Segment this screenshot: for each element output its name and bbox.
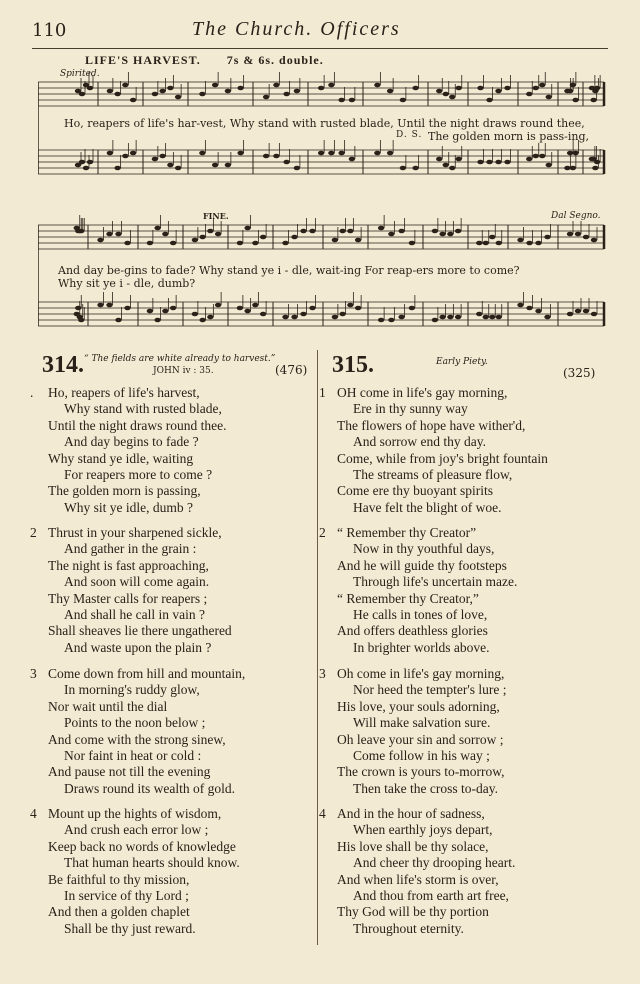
note-head [564, 166, 570, 171]
note-head [575, 309, 581, 314]
ds-mark: D. S. [396, 130, 423, 140]
verse-line: Shall sheaves lie there ungathered [48, 623, 232, 639]
note-head [477, 86, 483, 91]
note-head [252, 241, 258, 246]
note-head [328, 151, 334, 156]
note-head [388, 318, 394, 323]
note-head [309, 229, 315, 234]
note-head [339, 229, 345, 234]
note-head [517, 303, 523, 308]
note-head [237, 306, 243, 311]
note-head [535, 309, 541, 314]
verse-line: And then a golden chaplet [48, 904, 190, 920]
note-head [378, 226, 384, 231]
note-head [162, 309, 168, 314]
note-head [409, 306, 415, 311]
verse-line: Draws round its wealth of gold. [64, 780, 235, 796]
note-head [124, 241, 130, 246]
note-head [567, 232, 573, 237]
note-head [496, 315, 502, 320]
bass-staff-2 [38, 292, 604, 326]
note-head [170, 306, 176, 311]
note-head [273, 154, 279, 159]
verse-line: The streams of pleasure flow, [353, 466, 513, 482]
note-head [260, 235, 266, 240]
note-head [237, 151, 243, 156]
verse-line: That human hearts should know. [64, 855, 240, 871]
note-head [97, 303, 103, 308]
note-head [439, 315, 445, 320]
verse-line: Ho, reapers of life's harvest, [48, 385, 200, 400]
note-head [339, 312, 345, 317]
note-head [332, 238, 338, 243]
hymn-315-stanza-4 [319, 806, 617, 937]
note-head [483, 315, 489, 320]
verse-line: And crush each error low ; [64, 822, 209, 838]
verse-line: And come with the strong sinew, [48, 731, 226, 747]
note-head [447, 232, 453, 237]
note-head [167, 163, 173, 168]
note-head [328, 83, 334, 88]
verse-line: And day begins to fade ? [64, 434, 199, 450]
note-head [533, 86, 539, 91]
verse-line: Be faithful to thy mission, [48, 871, 190, 887]
verse-line: Have felt the blight of woe. [353, 499, 502, 515]
note-head [476, 241, 482, 246]
note-head [570, 166, 576, 171]
note-head [244, 309, 250, 314]
note-head [436, 157, 442, 162]
note-head [294, 166, 300, 171]
verse-line: Ere in thy sunny way [353, 401, 468, 417]
verse-line: The golden morn is passing, [48, 483, 201, 499]
note-head [388, 232, 394, 237]
note-head [152, 92, 158, 97]
note-head [338, 98, 344, 103]
verse-line: “ Remember thy Creator,” [337, 590, 479, 606]
note-head [225, 163, 231, 168]
note-head [539, 154, 545, 159]
note-head [486, 160, 492, 165]
note-head [79, 92, 85, 97]
verse-line: Keep back no words of knowledge [48, 838, 236, 854]
verse-line: And shall he call in vain ? [64, 606, 205, 622]
note-head [456, 86, 462, 91]
verse-line: Shall be thy just reward. [64, 920, 196, 936]
note-head [449, 166, 455, 171]
note-head [447, 315, 453, 320]
note-head [291, 235, 297, 240]
verse-line: And soon will come again. [64, 574, 210, 590]
note-head [192, 312, 198, 317]
note-head [114, 166, 120, 171]
note-head [436, 89, 442, 94]
verse-line: And in the hour of sadness, [337, 806, 485, 821]
note-head [455, 315, 461, 320]
note-head [79, 160, 85, 165]
stanza-number: 4 [319, 806, 326, 821]
note-head [215, 303, 221, 308]
hymn-314-epigraph: “ The fields are white already to harvest.” [84, 354, 276, 364]
note-head [283, 92, 289, 97]
note-head [282, 241, 288, 246]
note-head [572, 98, 578, 103]
verse-line: Oh leave your sin and sorrow ; [337, 731, 504, 747]
note-head [212, 163, 218, 168]
stanza-number: 1 [319, 385, 326, 400]
note-head [199, 235, 205, 240]
verse-line: And pause not till the evening [48, 764, 211, 780]
note-head [526, 241, 532, 246]
note-head [544, 235, 550, 240]
treble-staff-2 [38, 215, 604, 249]
hymn-315-stanza-3 [319, 666, 617, 797]
verse-line: Oh come in life's gay morning, [337, 666, 505, 681]
verse-line: In brighter worlds above. [353, 639, 490, 655]
page-header [32, 18, 608, 49]
note-head [400, 166, 406, 171]
verse-line: Nor faint in heat or cold : [64, 747, 202, 763]
note-head [78, 229, 84, 234]
note-head [260, 312, 266, 317]
note-head [517, 238, 523, 243]
note-head [237, 241, 243, 246]
note-head [225, 89, 231, 94]
hymn-314-number: 314. [42, 352, 84, 378]
note-head [97, 238, 103, 243]
stanza-number: 2 [319, 525, 326, 540]
note-head [546, 95, 552, 100]
verse-line: And when life's storm is over, [337, 871, 499, 887]
note-head [332, 315, 338, 320]
verse-line: Why stand ye idle, waiting [48, 450, 194, 466]
note-head [115, 232, 121, 237]
verse-line: Why sit ye idle, dumb ? [64, 499, 193, 515]
note-head [318, 86, 324, 91]
note-head [432, 318, 438, 323]
note-head [175, 95, 181, 100]
hymn-314-tune-ref: (476) [275, 363, 308, 377]
note-head [237, 86, 243, 91]
verse-line: The crown is yours to-morrow, [337, 764, 505, 780]
verse-line: Throughout eternity. [353, 920, 464, 936]
note-head [291, 315, 297, 320]
note-head [115, 318, 121, 323]
stanza-number: 4 [30, 806, 37, 821]
note-head [294, 89, 300, 94]
note-head [591, 312, 597, 317]
hymn-314-stanza-3 [30, 666, 328, 797]
note-head [263, 154, 269, 159]
hymn-315-number: 315. [332, 352, 374, 378]
note-head [526, 306, 532, 311]
music-system-1 [38, 68, 608, 186]
verse-line: Come, while from joy's bright fountain [337, 450, 548, 466]
note-head [443, 92, 449, 97]
system2-lyrics-alt: Why sit ye i - dle, dumb? [58, 277, 196, 290]
verse-line: And thou from earth art free, [353, 887, 509, 903]
note-head [495, 89, 501, 94]
verse-line: The flowers of hope have wither'd, [337, 417, 526, 433]
note-head [570, 83, 576, 88]
note-head [283, 160, 289, 165]
note-head [282, 315, 288, 320]
hymn-315-stanza-1 [319, 385, 617, 516]
note-head [526, 92, 532, 97]
hymn-315-stanza-2 [319, 525, 617, 656]
verse-line: Nor wait until the dial [48, 698, 168, 714]
note-head [583, 235, 589, 240]
verse-line: Come down from hill and mountain, [48, 666, 246, 681]
note-head [443, 163, 449, 168]
note-head [309, 306, 315, 311]
stanza-number: 3 [30, 666, 37, 681]
note-head [107, 151, 113, 156]
note-head [412, 86, 418, 91]
note-head [575, 232, 581, 237]
verse-line: Come ere thy buoyant spirits [337, 483, 493, 499]
note-head [486, 98, 492, 103]
verse-line: Nor heed the tempter's lure ; [353, 682, 507, 698]
hymn-314-stanza-1 [30, 385, 328, 516]
verse-line: And cheer thy drooping heart. [353, 855, 516, 871]
verse-line: OH come in life's gay morning, [337, 385, 508, 400]
note-head [567, 89, 573, 94]
verse-line: Through life's uncertain maze. [353, 574, 518, 590]
note-head [83, 166, 89, 171]
note-head [87, 86, 93, 91]
note-head [504, 160, 510, 165]
note-head [87, 160, 93, 165]
note-head [539, 83, 545, 88]
verse-line: Why stand with rusted blade, [64, 401, 222, 417]
note-head [263, 95, 269, 100]
verse-line: And offers deathless glories [337, 623, 488, 639]
note-head [192, 238, 198, 243]
note-head [355, 238, 361, 243]
note-head [489, 315, 495, 320]
note-head [124, 306, 130, 311]
note-head [147, 309, 153, 314]
note-head [212, 83, 218, 88]
page-title: The Church. Officers [192, 18, 401, 40]
note-head [400, 98, 406, 103]
verse-line: “ Remember thy Creator” [337, 525, 477, 540]
note-head [130, 98, 136, 103]
note-head [592, 166, 598, 171]
tune-name: LIFE'S HARVEST. [85, 53, 201, 67]
note-head [412, 166, 418, 171]
note-head [199, 151, 205, 156]
hymn-315-tune-ref: (325) [563, 366, 596, 380]
verse-line: He calls in tones of love, [353, 606, 488, 622]
note-head [159, 154, 165, 159]
note-head [439, 232, 445, 237]
note-head [154, 226, 160, 231]
note-head [207, 315, 213, 320]
note-head [476, 312, 482, 317]
note-head [167, 86, 173, 91]
music-system-2 [38, 207, 608, 337]
note-head [526, 157, 532, 162]
note-head [544, 315, 550, 320]
stanza-number: 2 [30, 525, 37, 540]
note-head [107, 89, 113, 94]
note-head [106, 303, 112, 308]
note-head [300, 312, 306, 317]
note-head [162, 232, 168, 237]
note-head [207, 229, 213, 234]
verse-line: Mount up the hights of wisdom, [48, 806, 222, 821]
verse-line: His love shall be thy solace, [337, 838, 489, 854]
dal-segno-mark: Dal Segno. [551, 211, 601, 221]
verse-line: Will make salvation sure. [353, 715, 491, 731]
note-head [546, 163, 552, 168]
verse-line: Thy Master calls for reapers ; [48, 590, 208, 606]
verse-line: Then take the cross to-day. [353, 780, 498, 796]
note-head [347, 303, 353, 308]
note-head [594, 86, 600, 91]
note-head [122, 83, 128, 88]
verse-line: And sorrow end thy day. [353, 434, 486, 450]
note-head [489, 235, 495, 240]
note-head [114, 92, 120, 97]
verse-line: The night is fast approaching, [48, 557, 209, 573]
note-head [374, 83, 380, 88]
note-head [273, 83, 279, 88]
verse-line: Points to the noon below ; [64, 715, 206, 731]
note-head [215, 232, 221, 237]
tune-heading [85, 53, 346, 68]
note-head [496, 241, 502, 246]
note-head [583, 309, 589, 314]
verse-line: In morning's ruddy glow, [64, 682, 200, 698]
verse-line: Now in thy youthful days, [353, 541, 495, 557]
note-head [432, 229, 438, 234]
note-head [300, 229, 306, 234]
verse-line: And gather in the grain : [64, 541, 197, 557]
note-head [455, 229, 461, 234]
stanza-number: 3 [319, 666, 326, 681]
note-head [349, 157, 355, 162]
note-head [244, 226, 250, 231]
verse-line: In service of thy Lord ; [64, 887, 189, 903]
note-head [495, 160, 501, 165]
hymn-314-stanza-4 [30, 806, 328, 937]
note-head [387, 89, 393, 94]
note-head [349, 98, 355, 103]
note-head [106, 232, 112, 237]
note-head [374, 151, 380, 156]
note-head [594, 160, 600, 165]
note-head [409, 241, 415, 246]
verse-line: And waste upon the plain ? [64, 639, 212, 655]
note-head [154, 318, 160, 323]
verse-line: Thy God will be thy portion [337, 904, 489, 920]
hymn-314-stanza-2 [30, 525, 328, 656]
note-head [504, 86, 510, 91]
note-head [75, 306, 81, 311]
note-head [347, 229, 353, 234]
note-head [456, 157, 462, 162]
note-head [387, 151, 393, 156]
note-head [567, 312, 573, 317]
verse-line: Until the night draws round thee. [48, 417, 227, 433]
note-head [449, 95, 455, 100]
note-head [318, 151, 324, 156]
hymn-315-epigraph: Early Piety. [436, 357, 488, 367]
note-head [338, 151, 344, 156]
note-head [533, 154, 539, 159]
note-head [535, 241, 541, 246]
note-head [147, 241, 153, 246]
note-head [477, 160, 483, 165]
verse-line: When earthly joys depart, [353, 822, 493, 838]
note-head [398, 229, 404, 234]
system1-lyrics: Ho, reapers of life's har-vest, Why stand with rusted blade, Until the night draws round thee, [64, 117, 585, 130]
stanza-number: . [30, 385, 34, 400]
note-head [199, 318, 205, 323]
tempo-mark: Spirited. [60, 69, 100, 79]
note-head [252, 303, 258, 308]
note-head [355, 306, 361, 311]
note-head [159, 89, 165, 94]
verse-line: For reapers more to come ? [64, 466, 213, 482]
tune-meter: 7s & 6s. double. [226, 53, 324, 67]
note-head [483, 241, 489, 246]
note-head [130, 151, 136, 156]
note-head [122, 154, 128, 159]
note-head [175, 166, 181, 171]
note-head [572, 151, 578, 156]
page-number: 110 [32, 20, 67, 41]
verse-line: Thrust in your sharpened sickle, [48, 525, 222, 540]
note-head [152, 157, 158, 162]
note-head [398, 315, 404, 320]
bass-staff-1 [38, 140, 604, 174]
note-head [170, 241, 176, 246]
note-head [591, 238, 597, 243]
system1-lyrics-alt: The golden morn is pass-ing, [428, 130, 590, 143]
note-head [199, 92, 205, 97]
verse-line: And he will guide thy footsteps [337, 557, 507, 573]
treble-staff-1 [38, 72, 604, 106]
verse-line: His love, your souls adorning, [337, 698, 500, 714]
verse-line: Come follow in his way ; [353, 747, 490, 763]
note-head [590, 98, 596, 103]
hymn-314-reference: JOHN iv : 35. [153, 366, 214, 376]
fine-mark: FINE. [203, 211, 229, 221]
note-head [378, 318, 384, 323]
note-head [78, 318, 84, 323]
note-head [567, 151, 573, 156]
system2-lyrics: And day be-gins to fade? Why stand ye i - dle, wait-ing For reap-ers more to come? [58, 264, 520, 277]
